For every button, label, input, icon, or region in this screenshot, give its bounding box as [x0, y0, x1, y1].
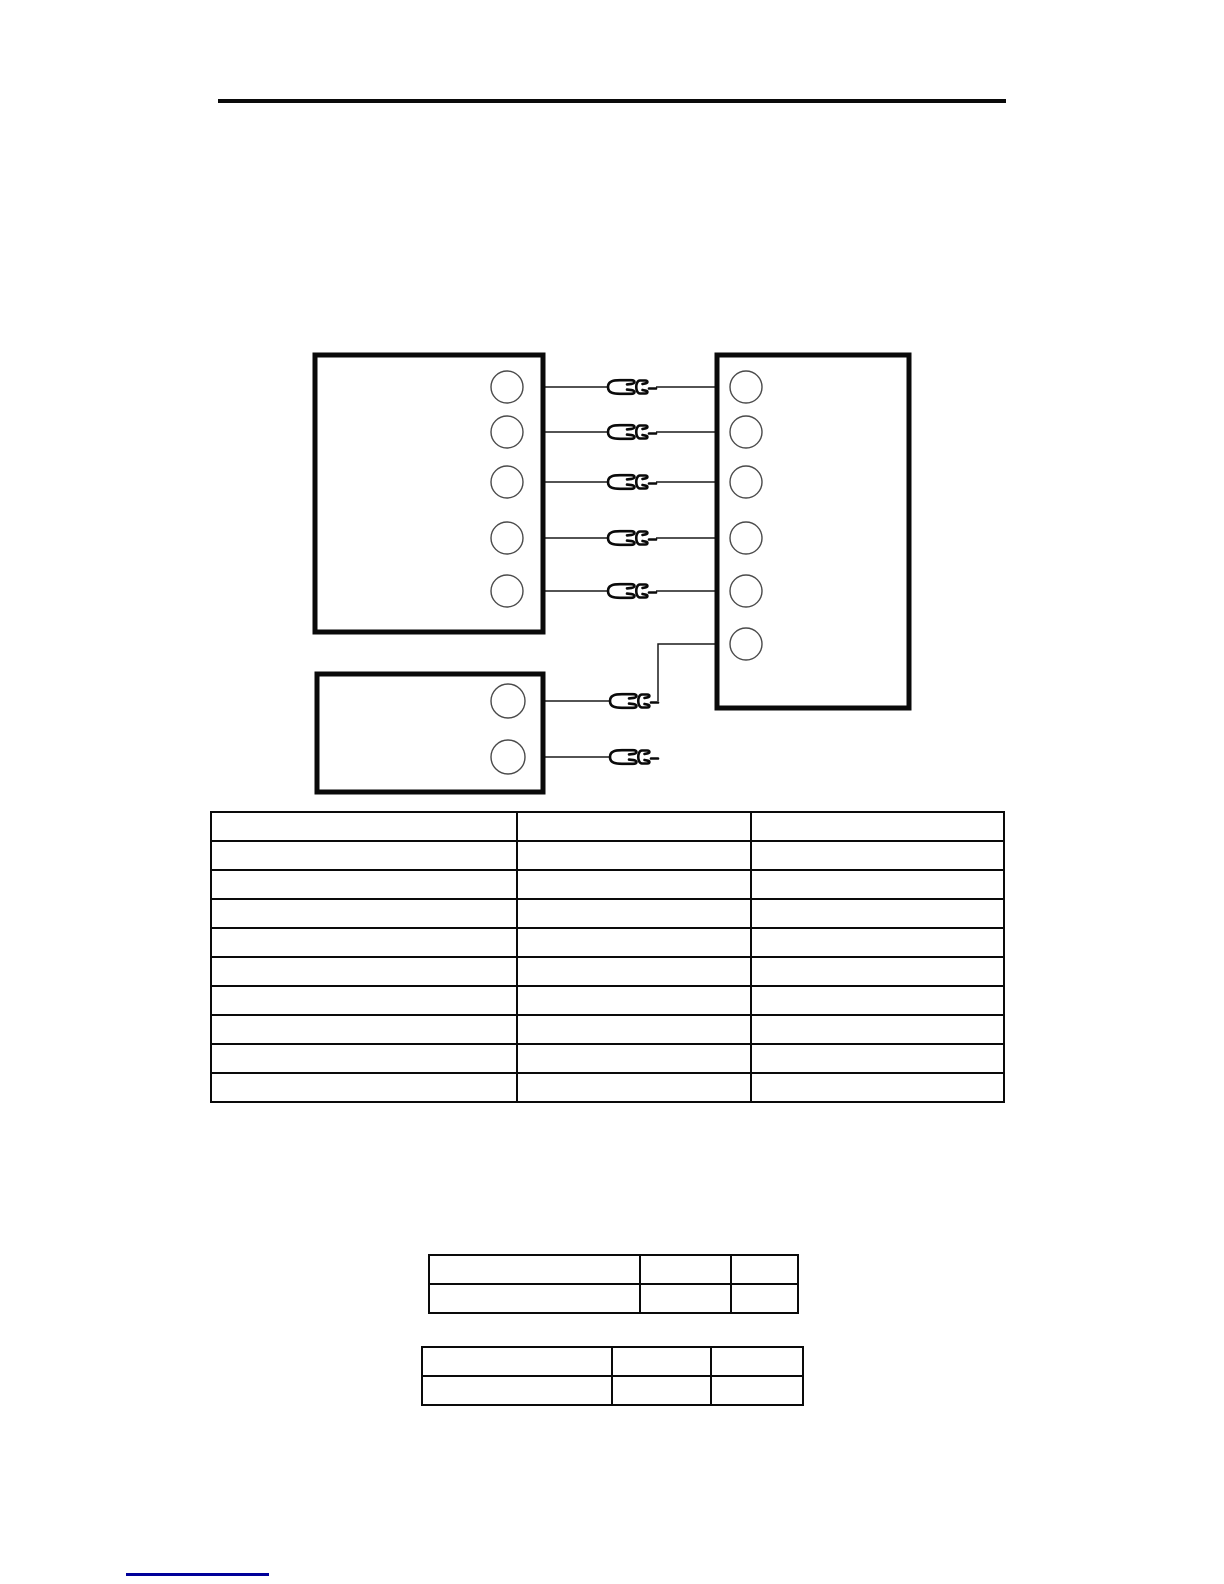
- table-cell: [731, 1284, 798, 1313]
- connector-stroke: [608, 475, 634, 489]
- table-cell: [751, 1073, 1004, 1102]
- disconnect-connector-icon: [608, 584, 656, 598]
- table-cell: [517, 841, 751, 870]
- table-cell: [751, 928, 1004, 957]
- table-cell: [751, 812, 1004, 841]
- connector-stroke: [608, 584, 634, 598]
- terminal-circle: [730, 522, 762, 554]
- table-row: [422, 1347, 803, 1376]
- table-row: [211, 870, 1004, 899]
- disconnect-connector-icon: [608, 531, 656, 545]
- table-row: [211, 957, 1004, 986]
- table-cell: [211, 1073, 517, 1102]
- table-cell: [711, 1347, 803, 1376]
- connector-stroke: [608, 380, 634, 394]
- table-cell: [211, 899, 517, 928]
- connector-stroke: [636, 585, 656, 598]
- table-row: [211, 812, 1004, 841]
- table-cell: [517, 928, 751, 957]
- connector-stroke: [636, 426, 656, 439]
- connector-stroke: [608, 425, 634, 439]
- terminal-circle: [491, 740, 525, 774]
- disconnect-connector-icon: [610, 694, 658, 708]
- terminal-circle: [730, 371, 762, 403]
- table-cell: [517, 957, 751, 986]
- table-cell: [751, 899, 1004, 928]
- table-cell: [429, 1255, 640, 1284]
- table-cell: [640, 1284, 731, 1313]
- terminal-circle: [730, 466, 762, 498]
- disconnect-connector-icon: [608, 380, 656, 394]
- table-cell: [429, 1284, 640, 1313]
- table-cell: [751, 870, 1004, 899]
- connector-stroke: [636, 381, 656, 394]
- small-table-bottom: [421, 1346, 804, 1406]
- table-cell: [711, 1376, 803, 1405]
- connector-stroke: [638, 751, 658, 764]
- table-cell: [612, 1347, 711, 1376]
- table-cell: [751, 986, 1004, 1015]
- table-cell: [517, 812, 751, 841]
- table-cell: [731, 1255, 798, 1284]
- terminal-circle: [730, 628, 762, 660]
- small-table-top: [428, 1254, 799, 1314]
- main-table: [210, 811, 1005, 1103]
- table-row: [211, 841, 1004, 870]
- connector-stroke: [636, 532, 656, 545]
- table-cell: [211, 957, 517, 986]
- table-row: [211, 1015, 1004, 1044]
- table-row: [429, 1284, 798, 1313]
- table-cell: [751, 841, 1004, 870]
- table-row: [211, 928, 1004, 957]
- disconnect-connector-icon: [608, 475, 656, 489]
- table-cell: [211, 986, 517, 1015]
- table-cell: [517, 1073, 751, 1102]
- table-cell: [751, 957, 1004, 986]
- table-cell: [517, 1044, 751, 1073]
- table-cell: [211, 841, 517, 870]
- table-cell: [751, 1015, 1004, 1044]
- connector-stroke: [610, 694, 636, 708]
- footer-link-underline[interactable]: [126, 1573, 269, 1576]
- table-row: [211, 899, 1004, 928]
- table-cell: [211, 812, 517, 841]
- terminal-circle: [491, 371, 523, 403]
- table-cell: [517, 870, 751, 899]
- table-cell: [211, 1015, 517, 1044]
- table-cell: [211, 1044, 517, 1073]
- terminal-circle: [730, 416, 762, 448]
- table-row: [211, 986, 1004, 1015]
- table-cell: [422, 1376, 612, 1405]
- table-cell: [517, 899, 751, 928]
- table-row: [422, 1376, 803, 1405]
- table-cell: [211, 928, 517, 957]
- terminal-circle: [491, 684, 525, 718]
- terminal-circle: [491, 466, 523, 498]
- table-row: [429, 1255, 798, 1284]
- connector-stroke: [610, 750, 636, 764]
- connector-stroke: [608, 531, 634, 545]
- connector-stroke: [636, 476, 656, 489]
- table-cell: [211, 870, 517, 899]
- table-cell: [517, 986, 751, 1015]
- table-cell: [612, 1376, 711, 1405]
- terminal-circle: [491, 575, 523, 607]
- table-cell: [517, 1015, 751, 1044]
- table-cell: [640, 1255, 731, 1284]
- disconnect-connector-icon: [608, 425, 656, 439]
- table-cell: [751, 1044, 1004, 1073]
- table-cell: [422, 1347, 612, 1376]
- terminal-circle: [491, 522, 523, 554]
- connector-stroke: [638, 695, 658, 708]
- disconnect-connector-icon: [610, 750, 658, 764]
- terminal-circle: [730, 575, 762, 607]
- table-row: [211, 1073, 1004, 1102]
- terminal-circle: [491, 416, 523, 448]
- table-row: [211, 1044, 1004, 1073]
